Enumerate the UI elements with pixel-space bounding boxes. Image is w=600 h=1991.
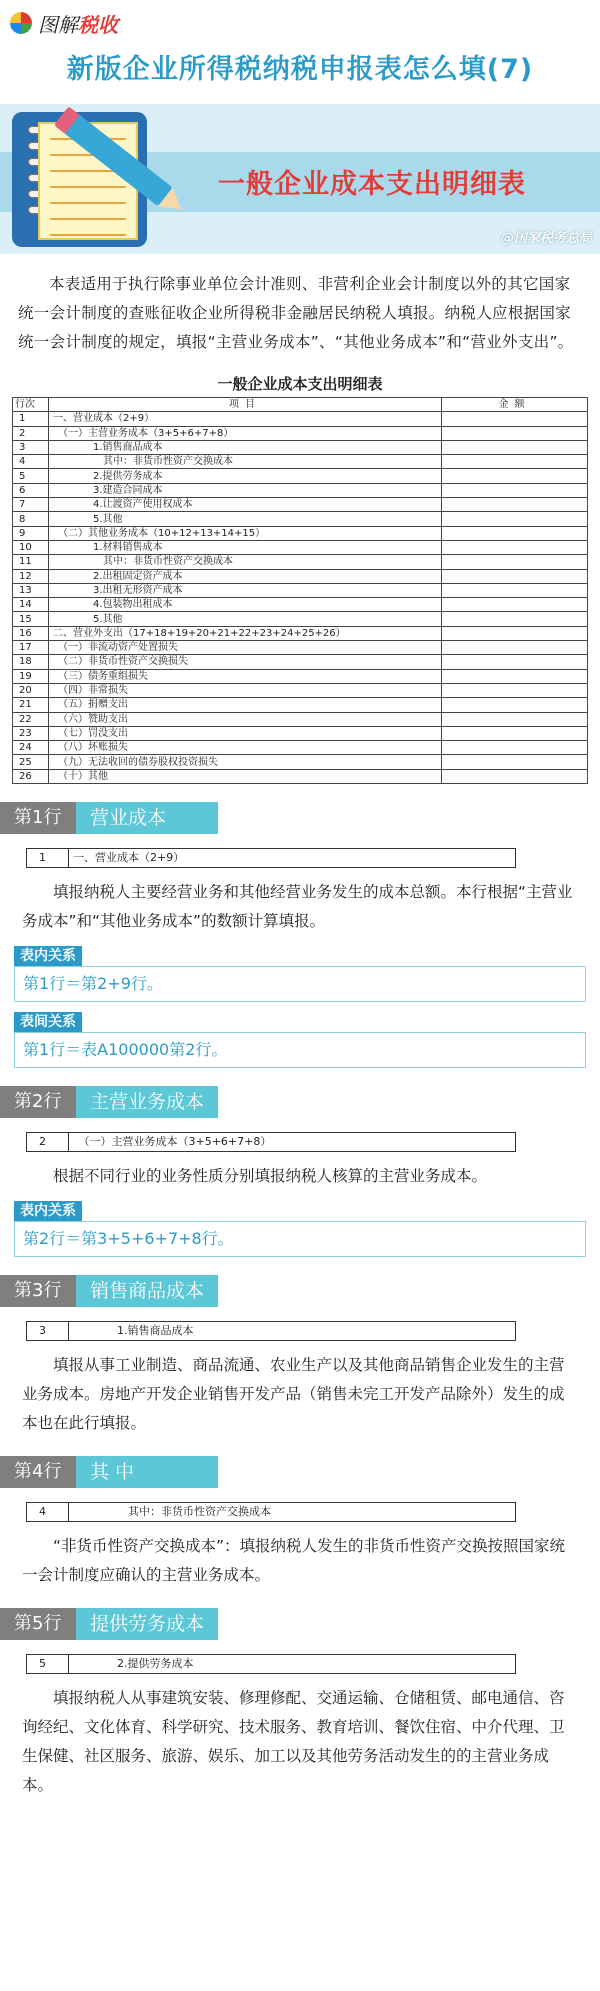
row-number: 9 bbox=[13, 526, 49, 540]
row-item: （三）债务重组损失 bbox=[49, 669, 442, 683]
row-item: 5.其他 bbox=[49, 512, 442, 526]
relation-text: 第1行＝表A100000第2行。 bbox=[14, 1032, 586, 1068]
relation-text: 第1行＝第2+9行。 bbox=[14, 966, 586, 1002]
page-title: 新版企业所得税纳税申报表怎么填(7) bbox=[66, 54, 534, 85]
row-excerpt-item: 一、营业成本（2+9） bbox=[73, 851, 185, 865]
row-item: （二）非货币性资产交换损失 bbox=[49, 655, 442, 669]
section-text: 根据不同行业的业务性质分别填报纳税人核算的主营业务成本。 bbox=[53, 1167, 488, 1186]
row-number: 14 bbox=[13, 598, 49, 612]
row-item: （十）其他 bbox=[49, 769, 442, 783]
row-item: （八）坏账损失 bbox=[49, 741, 442, 755]
row-number: 12 bbox=[13, 569, 49, 583]
row-excerpt bbox=[26, 1654, 516, 1674]
table-row bbox=[13, 555, 588, 569]
row-item: 3.建造合同成本 bbox=[49, 483, 442, 497]
row-excerpt-number: 2 bbox=[27, 1133, 69, 1151]
section-row-tag: 第3行 bbox=[0, 1275, 76, 1307]
row-number: 3 bbox=[13, 440, 49, 454]
col-amount-header: 金额 bbox=[442, 398, 588, 412]
row-number: 7 bbox=[13, 498, 49, 512]
row-item: 3.出租无形资产成本 bbox=[49, 583, 442, 597]
row-item: 1.销售商品成本 bbox=[49, 440, 442, 454]
table-row bbox=[13, 526, 588, 540]
row-amount bbox=[442, 426, 588, 440]
row-item: 二、营业外支出（17+18+19+20+21+22+23+24+25+26） bbox=[49, 626, 442, 640]
row-item: 2.提供劳务成本 bbox=[49, 469, 442, 483]
row-item: （一）主营业务成本（3+5+6+7+8） bbox=[49, 426, 442, 440]
row-excerpt-number: 3 bbox=[27, 1322, 69, 1340]
row-amount bbox=[442, 641, 588, 655]
table-row bbox=[13, 641, 588, 655]
table-row bbox=[13, 498, 588, 512]
row-amount bbox=[442, 755, 588, 769]
table-row bbox=[13, 540, 588, 554]
row-item: （七）罚没支出 bbox=[49, 726, 442, 740]
row-number: 19 bbox=[13, 669, 49, 683]
row-item: （六）赞助支出 bbox=[49, 712, 442, 726]
section-row-tag: 第1行 bbox=[0, 802, 76, 834]
section-row-tag: 第2行 bbox=[0, 1086, 76, 1118]
section-name: 其 中 bbox=[76, 1456, 218, 1488]
table-row bbox=[13, 741, 588, 755]
row-number: 24 bbox=[13, 741, 49, 755]
row-amount bbox=[442, 741, 588, 755]
row-amount bbox=[442, 698, 588, 712]
row-number: 15 bbox=[13, 612, 49, 626]
section bbox=[0, 802, 600, 1068]
row-excerpt-number: 1 bbox=[27, 849, 69, 867]
row-number: 21 bbox=[13, 698, 49, 712]
row-number: 22 bbox=[13, 712, 49, 726]
row-number: 4 bbox=[13, 455, 49, 469]
section-text: 填报从事工业制造、商品流通、农业生产以及其他商品销售企业发生的主营业务成本。房地产开发企业销售开发产品（销售未完工开发产品除外）发生的成本也在此行填报。 bbox=[22, 1356, 565, 1433]
row-amount bbox=[442, 598, 588, 612]
table-row bbox=[13, 755, 588, 769]
row-item: 4.包装物出租成本 bbox=[49, 598, 442, 612]
section bbox=[0, 1608, 600, 1800]
row-amount bbox=[442, 526, 588, 540]
section bbox=[0, 1086, 600, 1257]
row-item: （二）其他业务成本（10+12+13+14+15） bbox=[49, 526, 442, 540]
row-amount bbox=[442, 455, 588, 469]
section-header bbox=[0, 802, 600, 834]
section-header bbox=[0, 1275, 600, 1307]
row-item: 其中：非货币性资产交换成本 bbox=[49, 555, 442, 569]
table-row bbox=[13, 569, 588, 583]
row-number: 18 bbox=[13, 655, 49, 669]
brand-logo-icon bbox=[10, 12, 32, 34]
row-number: 1 bbox=[13, 412, 49, 426]
table-row bbox=[13, 655, 588, 669]
row-excerpt bbox=[26, 1321, 516, 1341]
row-number: 11 bbox=[13, 555, 49, 569]
table-row bbox=[13, 626, 588, 640]
row-amount bbox=[442, 412, 588, 426]
section-header bbox=[0, 1456, 600, 1488]
table-row bbox=[13, 440, 588, 454]
table-header-row bbox=[13, 398, 588, 412]
brand-bar bbox=[0, 0, 600, 46]
table-row bbox=[13, 469, 588, 483]
row-excerpt-item: 2.提供劳务成本 bbox=[73, 1657, 194, 1671]
row-excerpt bbox=[26, 848, 516, 868]
relation-label: 表内关系 bbox=[14, 1201, 82, 1221]
row-item: （一）非流动资产处置损失 bbox=[49, 641, 442, 655]
section-header bbox=[0, 1608, 600, 1640]
row-item: 其中：非货币性资产交换成本 bbox=[49, 455, 442, 469]
section-name: 提供劳务成本 bbox=[76, 1608, 218, 1640]
section-name: 营业成本 bbox=[76, 802, 218, 834]
section-row-tag: 第4行 bbox=[0, 1456, 76, 1488]
row-excerpt-number: 4 bbox=[27, 1503, 69, 1521]
row-excerpt bbox=[26, 1132, 516, 1152]
intro-paragraph: 本表适用于执行除事业单位会计准则、非营利企业会计制度以外的其它国家统一会计制度的查账征收企业所得税非金融居民纳税人填报。纳税人应根据国家统一会计制度的规定，填报“主营业务成本”、“其他业务成本”和“营业外支出”。 bbox=[18, 275, 574, 351]
table-row bbox=[13, 698, 588, 712]
row-number: 13 bbox=[13, 583, 49, 597]
table-row bbox=[13, 483, 588, 497]
relation-text: 第2行＝第3+5+6+7+8行。 bbox=[14, 1221, 586, 1257]
row-amount bbox=[442, 726, 588, 740]
table-row bbox=[13, 712, 588, 726]
row-number: 6 bbox=[13, 483, 49, 497]
source-credit: @国家税务总局 bbox=[500, 231, 592, 246]
table-row bbox=[13, 669, 588, 683]
row-item: （五）捐赠支出 bbox=[49, 698, 442, 712]
table-row bbox=[13, 769, 588, 783]
table-row bbox=[13, 426, 588, 440]
row-amount bbox=[442, 612, 588, 626]
row-number: 25 bbox=[13, 755, 49, 769]
row-item: 一、营业成本（2+9） bbox=[49, 412, 442, 426]
row-amount bbox=[442, 540, 588, 554]
section bbox=[0, 1456, 600, 1590]
row-amount bbox=[442, 683, 588, 697]
row-excerpt-number: 5 bbox=[27, 1655, 69, 1673]
row-amount bbox=[442, 583, 588, 597]
row-item: 4.让渡资产使用权成本 bbox=[49, 498, 442, 512]
row-amount bbox=[442, 498, 588, 512]
row-amount bbox=[442, 569, 588, 583]
relation-block bbox=[0, 1002, 600, 1068]
row-item: 2.出租固定资产成本 bbox=[49, 569, 442, 583]
banner-title: 一般企业成本支出明细表 bbox=[218, 169, 526, 200]
row-amount bbox=[442, 655, 588, 669]
row-amount bbox=[442, 483, 588, 497]
banner bbox=[0, 104, 600, 254]
section-text: “非货币性资产交换成本”：填报纳税人发生的非货币性资产交换按照国家统一会计制度应确认的主营业务成本。 bbox=[22, 1537, 566, 1585]
brand-name: 图解税收 bbox=[38, 12, 118, 37]
col-row-header: 行次 bbox=[13, 398, 49, 412]
relation-block bbox=[0, 936, 600, 1002]
row-number: 5 bbox=[13, 469, 49, 483]
table-row bbox=[13, 583, 588, 597]
row-excerpt-item: 其中：非货币性资产交换成本 bbox=[73, 1505, 271, 1519]
row-number: 10 bbox=[13, 540, 49, 554]
col-item-header: 项目 bbox=[49, 398, 442, 412]
row-excerpt bbox=[26, 1502, 516, 1522]
table-row bbox=[13, 512, 588, 526]
row-amount bbox=[442, 469, 588, 483]
relation-label: 表间关系 bbox=[14, 1012, 82, 1032]
row-amount bbox=[442, 669, 588, 683]
table-row bbox=[13, 455, 588, 469]
table-title: 一般企业成本支出明细表 bbox=[217, 375, 383, 393]
cost-table bbox=[12, 397, 588, 784]
section bbox=[0, 1275, 600, 1438]
section-row-tag: 第5行 bbox=[0, 1608, 76, 1640]
table-row bbox=[13, 412, 588, 426]
row-item: （四）非常损失 bbox=[49, 683, 442, 697]
section-name: 主营业务成本 bbox=[76, 1086, 218, 1118]
row-amount bbox=[442, 626, 588, 640]
row-amount bbox=[442, 440, 588, 454]
relation-block bbox=[0, 1191, 600, 1257]
relation-label: 表内关系 bbox=[14, 946, 82, 966]
row-amount bbox=[442, 512, 588, 526]
row-number: 2 bbox=[13, 426, 49, 440]
table-row bbox=[13, 612, 588, 626]
row-number: 26 bbox=[13, 769, 49, 783]
row-amount bbox=[442, 769, 588, 783]
row-number: 8 bbox=[13, 512, 49, 526]
row-excerpt-item: （一）主营业务成本（3+5+6+7+8） bbox=[73, 1135, 272, 1149]
row-amount bbox=[442, 712, 588, 726]
row-number: 20 bbox=[13, 683, 49, 697]
row-amount bbox=[442, 555, 588, 569]
row-item: 1.材料销售成本 bbox=[49, 540, 442, 554]
row-item: 5.其他 bbox=[49, 612, 442, 626]
section-header bbox=[0, 1086, 600, 1118]
section-text: 填报纳税人主要经营业务和其他经营业务发生的成本总额。本行根据“主营业务成本”和“其他业务成本”的数额计算填报。 bbox=[22, 883, 573, 931]
row-item: （九）无法收回的债券股权投资损失 bbox=[49, 755, 442, 769]
table-row bbox=[13, 683, 588, 697]
section-text: 填报纳税人从事建筑安装、修理修配、交通运输、仓储租赁、邮电通信、咨询经纪、文化体育、科学研究、技术服务、教育培训、餐饮住宿、中介代理、卫生保健、社区服务、旅游、娱乐、加工以及其他劳务活动发生的的主营业务成本。 bbox=[22, 1689, 565, 1795]
row-number: 17 bbox=[13, 641, 49, 655]
section-name: 销售商品成本 bbox=[76, 1275, 218, 1307]
table-row bbox=[13, 598, 588, 612]
row-excerpt-item: 1.销售商品成本 bbox=[73, 1324, 194, 1338]
row-number: 16 bbox=[13, 626, 49, 640]
row-number: 23 bbox=[13, 726, 49, 740]
table-row bbox=[13, 726, 588, 740]
